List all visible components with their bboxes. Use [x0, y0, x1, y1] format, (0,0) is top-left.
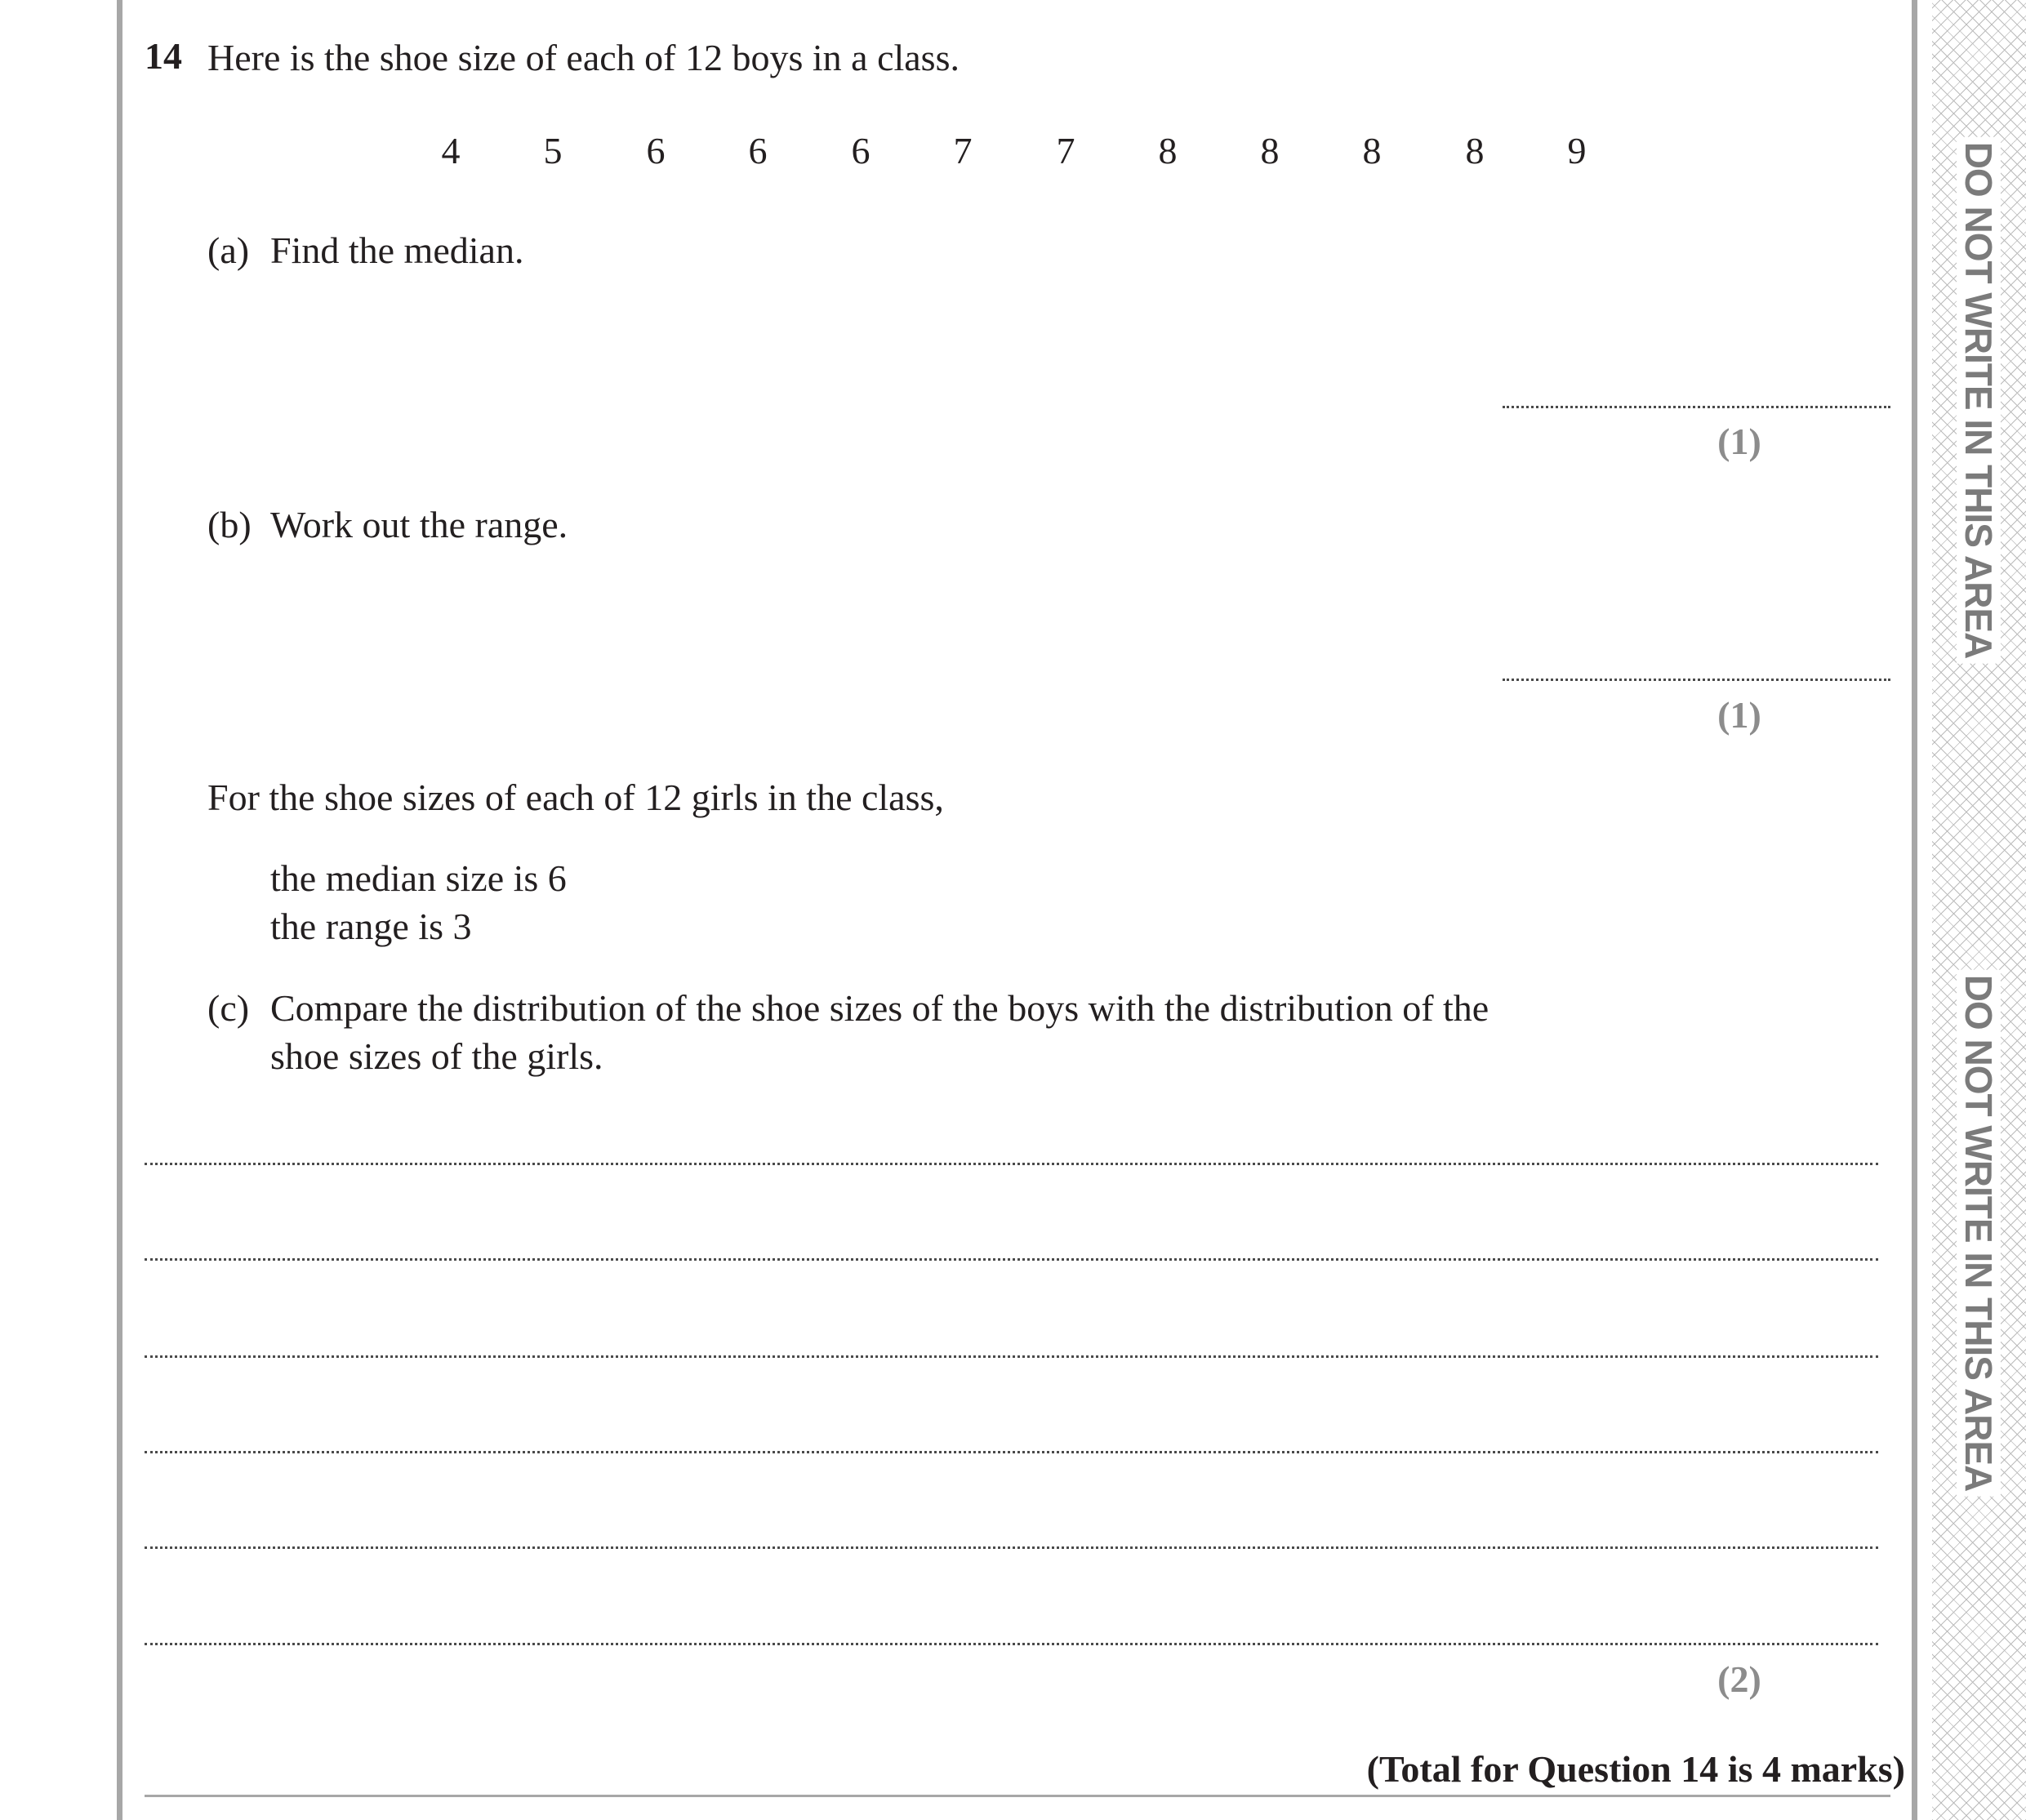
girls-range: the range is 3: [270, 906, 472, 947]
part-a-prompt: Find the median.: [270, 229, 524, 271]
exam-page: DO NOT WRITE IN THIS AREA DO NOT WRITE IN THIS AREA 14 Here is the shoe size of each of 12 boys in a class. 4 5 6 6 6 7 7 8 8 8 8 9 (a) Find the median. (1) (b) Work out the range. (1) For the shoe sizes of each of 12 girls in the class, the median size is 6 the range is 3 (c) Compare the distribution of the shoe sizes of the boys with the distribution of the shoe sizes of the girls. (2) (Total for Question 14 is 4 marks): [0, 0, 2026, 1820]
boy-size-value: 5: [543, 130, 563, 171]
part-c-answer-line[interactable]: [145, 1451, 1878, 1453]
boy-size-value: 9: [1567, 130, 1587, 171]
question-total: (Total for Question 14 is 4 marks): [1366, 1748, 1905, 1790]
part-c-answer-line[interactable]: [145, 1546, 1878, 1549]
part-c-label: (c): [207, 987, 250, 1029]
boy-size-value: 7: [953, 130, 973, 171]
question-intro: Here is the shoe size of each of 12 boys in a class.: [207, 37, 960, 78]
boy-size-value: 6: [748, 130, 768, 171]
part-c-answer-line[interactable]: [145, 1643, 1878, 1645]
left-margin-rule: [117, 0, 122, 1820]
boy-sizes-list: [0, 129, 1912, 186]
question-number: 14: [145, 35, 182, 77]
part-b-label: (b): [207, 504, 252, 545]
part-b-prompt: Work out the range.: [270, 504, 568, 545]
part-a-label: (a): [207, 229, 250, 271]
boy-size-value: 6: [646, 130, 666, 171]
girls-intro: For the shoe sizes of each of 12 girls in the class,: [207, 777, 944, 818]
part-c-prompt-line1: Compare the distribution of the shoe sizes of the boys with the distribution of the: [270, 987, 1489, 1029]
question-end-rule: [145, 1795, 1890, 1797]
part-c-marks: (2): [1717, 1658, 1761, 1700]
part-c-answer-line[interactable]: [145, 1163, 1878, 1165]
part-a-marks: (1): [1717, 421, 1761, 462]
part-c-answer-line[interactable]: [145, 1258, 1878, 1261]
right-margin-rule: [1912, 0, 1917, 1820]
part-c-answer-line[interactable]: [145, 1355, 1878, 1358]
part-b-marks: (1): [1717, 694, 1761, 736]
boy-size-value: 7: [1056, 130, 1075, 171]
boy-size-value: 6: [851, 130, 871, 171]
girls-median: the median size is 6: [270, 857, 567, 899]
boy-size-value: 8: [1260, 130, 1280, 171]
boy-size-value: 8: [1362, 130, 1382, 171]
part-a-answer-line[interactable]: [1503, 406, 1890, 408]
part-b-answer-line[interactable]: [1503, 679, 1890, 681]
boy-size-value: 8: [1158, 130, 1178, 171]
boy-size-value: 4: [441, 130, 461, 171]
boy-size-value: 8: [1465, 130, 1485, 171]
part-c-prompt-line2: shoe sizes of the girls.: [270, 1035, 603, 1077]
